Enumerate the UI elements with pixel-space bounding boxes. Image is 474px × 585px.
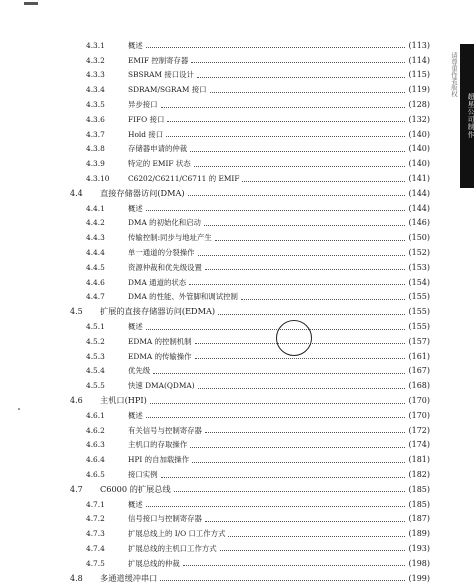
- page-number: (185): [408, 484, 430, 494]
- section-title: EDMA 的传输操作: [128, 351, 192, 361]
- toc-entry: [70, 512, 430, 527]
- section-number: 4.4.5: [86, 262, 105, 272]
- dot-leader: [146, 505, 406, 507]
- toc-entry: [70, 438, 430, 453]
- section-number: 4.7.5: [86, 558, 105, 568]
- section-number: 4.4.3: [86, 233, 105, 243]
- toc-entry: [70, 260, 430, 275]
- page-number: (193): [408, 543, 430, 553]
- dot-leader: [205, 431, 406, 433]
- dot-leader: [195, 357, 406, 359]
- scan-mark: [24, 2, 38, 5]
- toc-entry: [70, 467, 430, 482]
- section-title: C6000 的扩展总线: [100, 483, 171, 494]
- section-number: 4.7.3: [86, 529, 105, 539]
- section-title: 扩展总线的仲裁: [128, 558, 180, 568]
- dot-leader: [220, 549, 406, 551]
- toc-entry: [70, 378, 430, 393]
- toc-entry: [70, 571, 430, 585]
- toc-entry: [70, 364, 430, 379]
- section-title: 多通道缓冲串口: [100, 572, 158, 583]
- toc-entry: [70, 156, 430, 171]
- toc-entry: [70, 526, 430, 541]
- section-number: 4.3.8: [86, 144, 105, 154]
- section-number: 4.3.7: [86, 129, 105, 139]
- dot-leader: [146, 46, 406, 48]
- toc-entry: [70, 393, 430, 408]
- page-number: (181): [408, 455, 430, 465]
- section-title: 扩展总线的主机口工作方式: [128, 543, 217, 553]
- dot-leader: [161, 106, 406, 108]
- dot-leader: [194, 165, 406, 167]
- page-number: (119): [408, 85, 430, 95]
- dot-leader: [205, 520, 406, 522]
- toc-entry: [70, 68, 430, 83]
- page-number: (141): [408, 174, 430, 184]
- section-number: 4.3.6: [86, 114, 105, 124]
- toc-entry: [70, 349, 430, 364]
- section-title: 概述: [128, 499, 143, 509]
- section-title: 有关信号与控制寄存器: [128, 425, 202, 435]
- dot-leader: [191, 61, 405, 63]
- toc-entry: [70, 245, 430, 260]
- toc-entry: [70, 319, 430, 334]
- section-number: 4.3.2: [86, 55, 105, 65]
- page-number: (144): [408, 188, 430, 198]
- page-number: (152): [408, 248, 430, 258]
- dot-leader: [150, 402, 406, 404]
- section-number: 4.5.2: [86, 336, 105, 346]
- toc-entry: [70, 53, 430, 68]
- toc-entry: [70, 423, 430, 438]
- dot-leader: [197, 76, 406, 78]
- toc-entry: [70, 290, 430, 305]
- section-number: 4.3.1: [86, 40, 105, 50]
- section-title: 信号接口与控制寄存器: [128, 514, 202, 524]
- dot-leader: [218, 313, 405, 315]
- dot-leader: [205, 268, 406, 270]
- toc-entry: [70, 482, 430, 497]
- toc-entry: [70, 216, 430, 231]
- section-title: 单一通道的分裂操作: [128, 248, 195, 258]
- section-title: DMA 通道的状态: [128, 277, 187, 287]
- page-number: (189): [408, 529, 430, 539]
- page-number: (140): [408, 144, 430, 154]
- toc-entry: [70, 334, 430, 349]
- toc-entry: [70, 275, 430, 290]
- toc-entry: [70, 38, 430, 53]
- side-banner-note: 请尊重作者版权: [450, 52, 458, 97]
- dot-leader: [210, 91, 406, 93]
- page-number: (157): [408, 336, 430, 346]
- dot-leader: [204, 224, 406, 226]
- page-number: (155): [408, 322, 430, 332]
- section-title: 资源仲裁和优先级设置: [128, 262, 202, 272]
- page-number: (146): [408, 218, 430, 228]
- page-number: (168): [408, 381, 430, 391]
- section-number: 4.6.2: [86, 425, 105, 435]
- toc-entry: [70, 142, 430, 157]
- section-title: 直接存储器访问(DMA): [100, 187, 185, 198]
- page-number: (185): [408, 499, 430, 509]
- page-number: (161): [408, 351, 430, 361]
- section-number: 4.4.7: [86, 292, 105, 302]
- section-number: 4.7.4: [86, 543, 105, 553]
- section-number: 4.7.1: [86, 499, 105, 509]
- toc-entry: [70, 82, 430, 97]
- dot-leader: [183, 564, 406, 566]
- page-number: (115): [408, 70, 430, 80]
- toc-entry: [70, 304, 430, 319]
- dot-leader: [242, 180, 405, 182]
- section-title: 扩展总线上的 I/O 口工作方式: [128, 529, 226, 539]
- section-title: 扩展的直接存储器访问(EDMA): [100, 306, 216, 317]
- dot-leader: [189, 283, 405, 285]
- side-banner-text: 超星公司制作: [466, 93, 474, 139]
- page-number: (198): [408, 558, 430, 568]
- section-number: 4.7.2: [86, 514, 105, 524]
- annotation-circle: [276, 320, 312, 356]
- page-number: (140): [408, 159, 430, 169]
- section-title: EDMA 的控制机制: [128, 336, 192, 346]
- section-number: 4.3.5: [86, 100, 105, 110]
- dot-leader: [146, 328, 406, 330]
- dot-leader: [190, 446, 405, 448]
- section-title: DMA 的初始化和启动: [128, 218, 201, 228]
- section-number: 4.3.9: [86, 159, 105, 169]
- dot-leader: [188, 194, 406, 196]
- page-number: (170): [408, 410, 430, 420]
- section-number: 4.4.1: [86, 203, 105, 213]
- dot-leader: [190, 150, 405, 152]
- dot-leader: [146, 209, 406, 211]
- page-number: (174): [408, 440, 430, 450]
- section-title: 特定的 EMIF 状态: [128, 159, 191, 169]
- section-number: 4.4.2: [86, 218, 105, 228]
- table-of-contents: [70, 38, 430, 585]
- section-title: HPI 的自加载操作: [128, 455, 190, 465]
- page-number: (128): [408, 100, 430, 110]
- section-number: 4.5.1: [86, 322, 105, 332]
- section-title: 主机口(HPI): [100, 395, 147, 406]
- section-number: 4.6.1: [86, 410, 105, 420]
- section-title: SBSRAM 接口设计: [128, 70, 194, 80]
- page-number: (154): [408, 277, 430, 287]
- section-number: 4.6.4: [86, 455, 105, 465]
- section-title: 接口实例: [128, 470, 158, 479]
- section-number: 4.5.3: [86, 351, 105, 361]
- dot-leader: [241, 298, 406, 300]
- section-number: 4.3.4: [86, 85, 105, 95]
- toc-entry: [70, 408, 430, 423]
- page-number: (182): [408, 470, 430, 479]
- section-title: 概述: [128, 203, 143, 213]
- page-number: (155): [408, 292, 430, 302]
- section-title: Hold 接口: [128, 129, 164, 139]
- toc-entry: [70, 497, 430, 512]
- section-number: 4.4.6: [86, 277, 105, 287]
- section-number: 4.6: [70, 396, 83, 406]
- toc-entry: [70, 556, 430, 571]
- toc-entry: [70, 127, 430, 142]
- page-number: (113): [408, 40, 430, 50]
- toc-entry: [70, 201, 430, 216]
- section-title: C6202/C6211/C6711 的 EMIF: [128, 174, 240, 184]
- section-title: 主机口的存取操作: [128, 440, 188, 450]
- dot-leader: [167, 120, 405, 122]
- page-number: (170): [408, 396, 430, 406]
- dot-leader: [160, 579, 405, 581]
- page-number: (144): [408, 203, 430, 213]
- section-number: 4.3.10: [86, 174, 110, 184]
- toc-entry: [70, 97, 430, 112]
- page-number: (132): [408, 114, 430, 124]
- section-number: 4.6.3: [86, 440, 105, 450]
- section-number: 4.5.5: [86, 381, 105, 391]
- page-number: (155): [408, 307, 430, 317]
- section-number: 4.4.4: [86, 248, 105, 258]
- section-number: 4.5.4: [86, 366, 105, 376]
- section-title: EMIF 控制寄存器: [128, 55, 189, 65]
- dot-leader: [192, 461, 405, 463]
- page-number: (114): [408, 55, 430, 65]
- section-title: 概述: [128, 410, 143, 420]
- section-title: DMA 的性能、外管脚和调试控制: [128, 292, 238, 302]
- section-number: 4.3.3: [86, 70, 105, 80]
- page-number: (187): [408, 514, 430, 524]
- section-title: 概述: [128, 40, 143, 50]
- section-number: 4.5: [70, 307, 83, 317]
- section-title: 存储器申请的仲裁: [128, 144, 188, 154]
- section-number: 4.8: [70, 573, 83, 583]
- section-title: 传输控制:同步与地址产生: [128, 233, 212, 243]
- section-title: 异步接口: [128, 100, 158, 110]
- section-title: FIFO 接口: [128, 114, 165, 124]
- section-title: 概述: [128, 322, 143, 332]
- page-number: (153): [408, 262, 430, 272]
- toc-entry: [70, 186, 430, 201]
- toc-entry: [70, 230, 430, 245]
- dot-leader: [174, 490, 406, 492]
- dot-leader: [153, 372, 405, 374]
- section-title: 优先级: [128, 366, 151, 376]
- page-number: (172): [408, 425, 430, 435]
- toc-entry: [70, 171, 430, 186]
- page-number: (150): [408, 233, 430, 243]
- section-number: 4.6.5: [86, 470, 105, 479]
- section-title: 快速 DMA(QDMA): [128, 381, 195, 391]
- dot-leader: [146, 416, 406, 418]
- scan-dot: [18, 408, 20, 410]
- dot-leader: [166, 135, 405, 137]
- toc-entry: [70, 112, 430, 127]
- dot-leader: [198, 387, 406, 389]
- page-number: (167): [408, 366, 430, 376]
- page-number: (140): [408, 129, 430, 139]
- section-title: SDRAM/SGRAM 接口: [128, 85, 207, 95]
- page-number: (199): [408, 573, 430, 583]
- dot-leader: [198, 254, 406, 256]
- toc-entry: [70, 452, 430, 467]
- section-number: 4.4: [70, 188, 83, 198]
- section-number: 4.7: [70, 484, 83, 494]
- dot-leader: [215, 239, 406, 241]
- toc-entry: [70, 541, 430, 556]
- dot-leader: [161, 476, 406, 478]
